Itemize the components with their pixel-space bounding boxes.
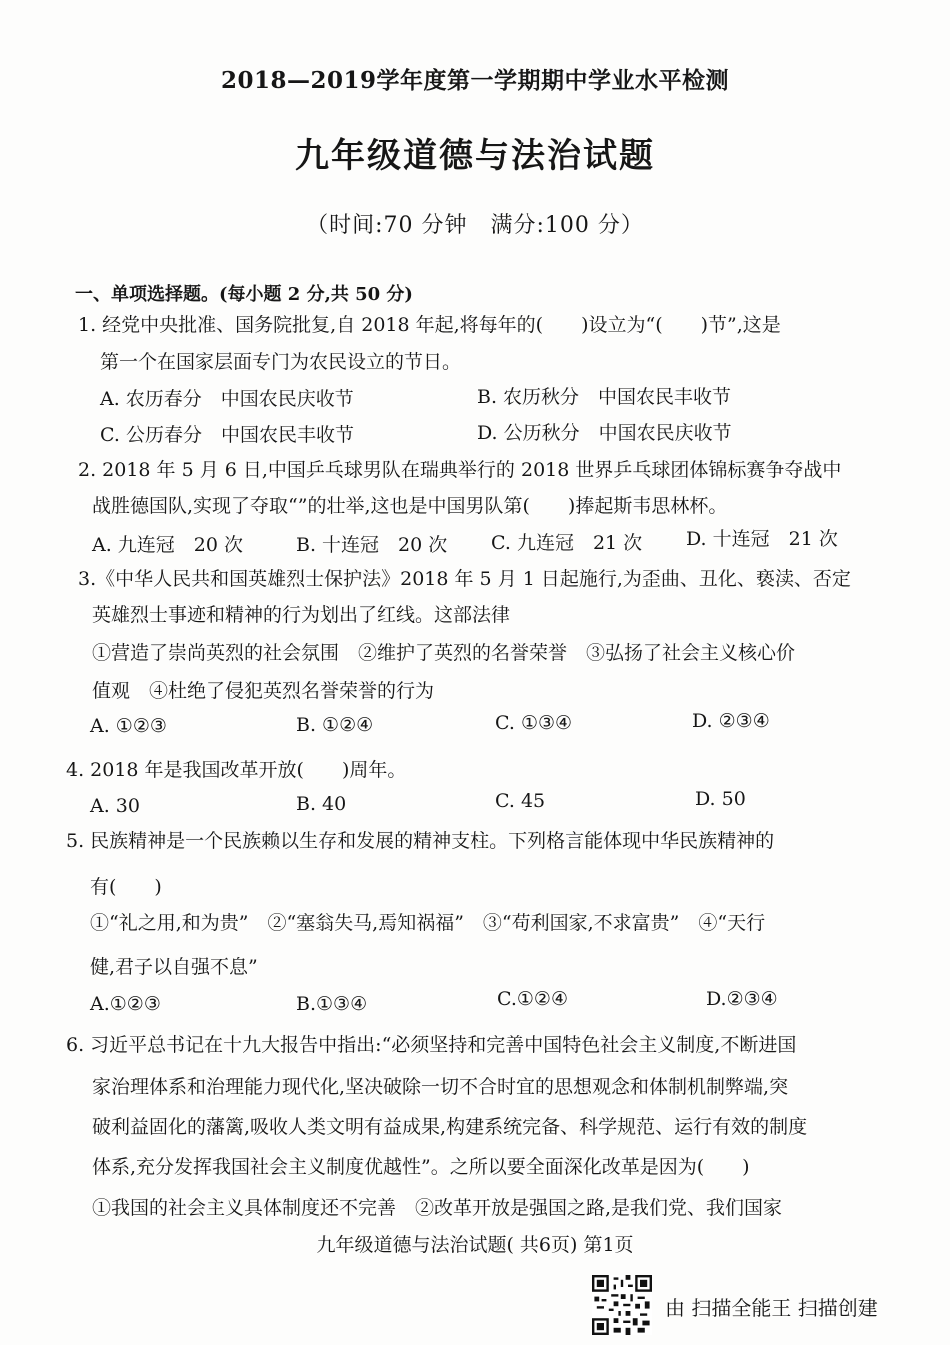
- q4-option-d: D. 50: [695, 788, 746, 810]
- q5-stem-line2: 有( ): [90, 876, 162, 898]
- q5-option-d: D.②③④: [706, 988, 778, 1010]
- q5-stem-line1: 5. 民族精神是一个民族赖以生存和发展的精神支柱。下列格言能体现中华民族精神的: [66, 830, 775, 852]
- q4-option-b: B. 40: [296, 793, 347, 815]
- q5-statements-line1: ①“礼之用,和为贵” ②“塞翁失马,焉知祸福” ③“苟利国家,不求富贵” ④“天行: [90, 912, 766, 934]
- q5-statements-line2: 健,君子以自强不息”: [90, 956, 258, 978]
- q5-option-b: B.①③④: [296, 993, 368, 1015]
- q6-stem-line2: 家治理体系和治理能力现代化,坚决破除一切不合时宜的思想观念和体制机制弊端,突: [92, 1076, 789, 1098]
- q3-statements-line2: 值观 ④杜绝了侵犯英烈名誉荣誉的行为: [92, 680, 435, 702]
- q5-option-a: A.①②③: [90, 993, 161, 1015]
- page-footer: 九年级道德与法治试题( 共6页) 第1页: [316, 1234, 634, 1256]
- q2-option-d: D. 十连冠 21 次: [686, 528, 838, 550]
- q4-option-a: A. 30: [90, 795, 140, 817]
- q6-stem-line1: 6. 习近平总书记在十九大报告中指出:“必须坚持和完善中国特色社会主义制度,不断进国: [66, 1034, 797, 1056]
- q1-option-d: D. 公历秋分 中国农民庆收节: [477, 422, 732, 444]
- exam-term: 2018—2019学年度第一学期期中学业水平检测: [220, 67, 730, 94]
- qr-code-icon: [592, 1275, 652, 1335]
- q1-stem-line1: 1. 经党中央批准、国务院批复,自 2018 年起,将每年的( )设立为“( )节”,这是: [78, 314, 781, 336]
- q3-stem-line1: 3.《中华人民共和国英雄烈士保护法》2018 年 5 月 1 日起施行,为歪曲、丑化、亵渎、否定: [78, 568, 851, 590]
- q1-option-b: B. 农历秋分 中国农民丰收节: [477, 386, 732, 408]
- q6-stem-line3: 破利益固化的藩篱,吸收人类文明有益成果,构建系统完备、科学规范、运行有效的制度: [92, 1116, 808, 1138]
- scanner-watermark: 由 扫描全能王 扫描创建: [665, 1296, 878, 1320]
- q1-option-a: A. 农历春分 中国农民庆收节: [100, 388, 354, 410]
- q1-option-c: C. 公历春分 中国农民丰收节: [100, 424, 354, 446]
- q5-option-c: C.①②④: [497, 988, 568, 1010]
- q3-option-d: D. ②③④: [692, 710, 770, 732]
- q2-stem-line2: 战胜德国队,实现了夺取“”的壮举,这也是中国男队第( )捧起斯韦思林杯。: [92, 495, 728, 517]
- q1-stem-line2: 第一个在国家层面专门为农民设立的节日。: [100, 351, 462, 373]
- q3-stem-line2: 英雄烈士事迹和精神的行为划出了红线。这部法律: [92, 604, 511, 626]
- exam-title: 九年级道德与法治试题: [295, 136, 655, 176]
- q2-option-c: C. 九连冠 21 次: [491, 532, 643, 554]
- q2-stem-line1: 2. 2018 年 5 月 6 日,中国乒乓球男队在瑞典举行的 2018 世界乒乓球团体锦标赛争夺战中: [78, 459, 842, 481]
- q3-option-a: A. ①②③: [90, 715, 167, 737]
- q4-option-c: C. 45: [495, 790, 546, 812]
- q3-statements-line1: ①营造了崇尚英烈的社会氛围 ②维护了英烈的名誉荣誉 ③弘扬了社会主义核心价: [92, 642, 796, 664]
- exam-info: （时间:70 分钟 满分:100 分）: [306, 213, 644, 238]
- q2-option-a: A. 九连冠 20 次: [92, 534, 244, 556]
- q2-option-b: B. 十连冠 20 次: [296, 534, 448, 556]
- section-title: 一、单项选择题。(每小题 2 分,共 50 分): [75, 284, 413, 305]
- q3-option-b: B. ①②④: [296, 714, 374, 736]
- q3-option-c: C. ①③④: [495, 712, 573, 734]
- q6-statements-line1: ①我国的社会主义具体制度还不完善 ②改革开放是强国之路,是我们党、我们国家: [92, 1197, 783, 1219]
- q6-stem-line4: 体系,充分发挥我国社会主义制度优越性”。之所以要全面深化改革是因为( ): [92, 1156, 750, 1178]
- q4-stem: 4. 2018 年是我国改革开放( )周年。: [66, 759, 407, 781]
